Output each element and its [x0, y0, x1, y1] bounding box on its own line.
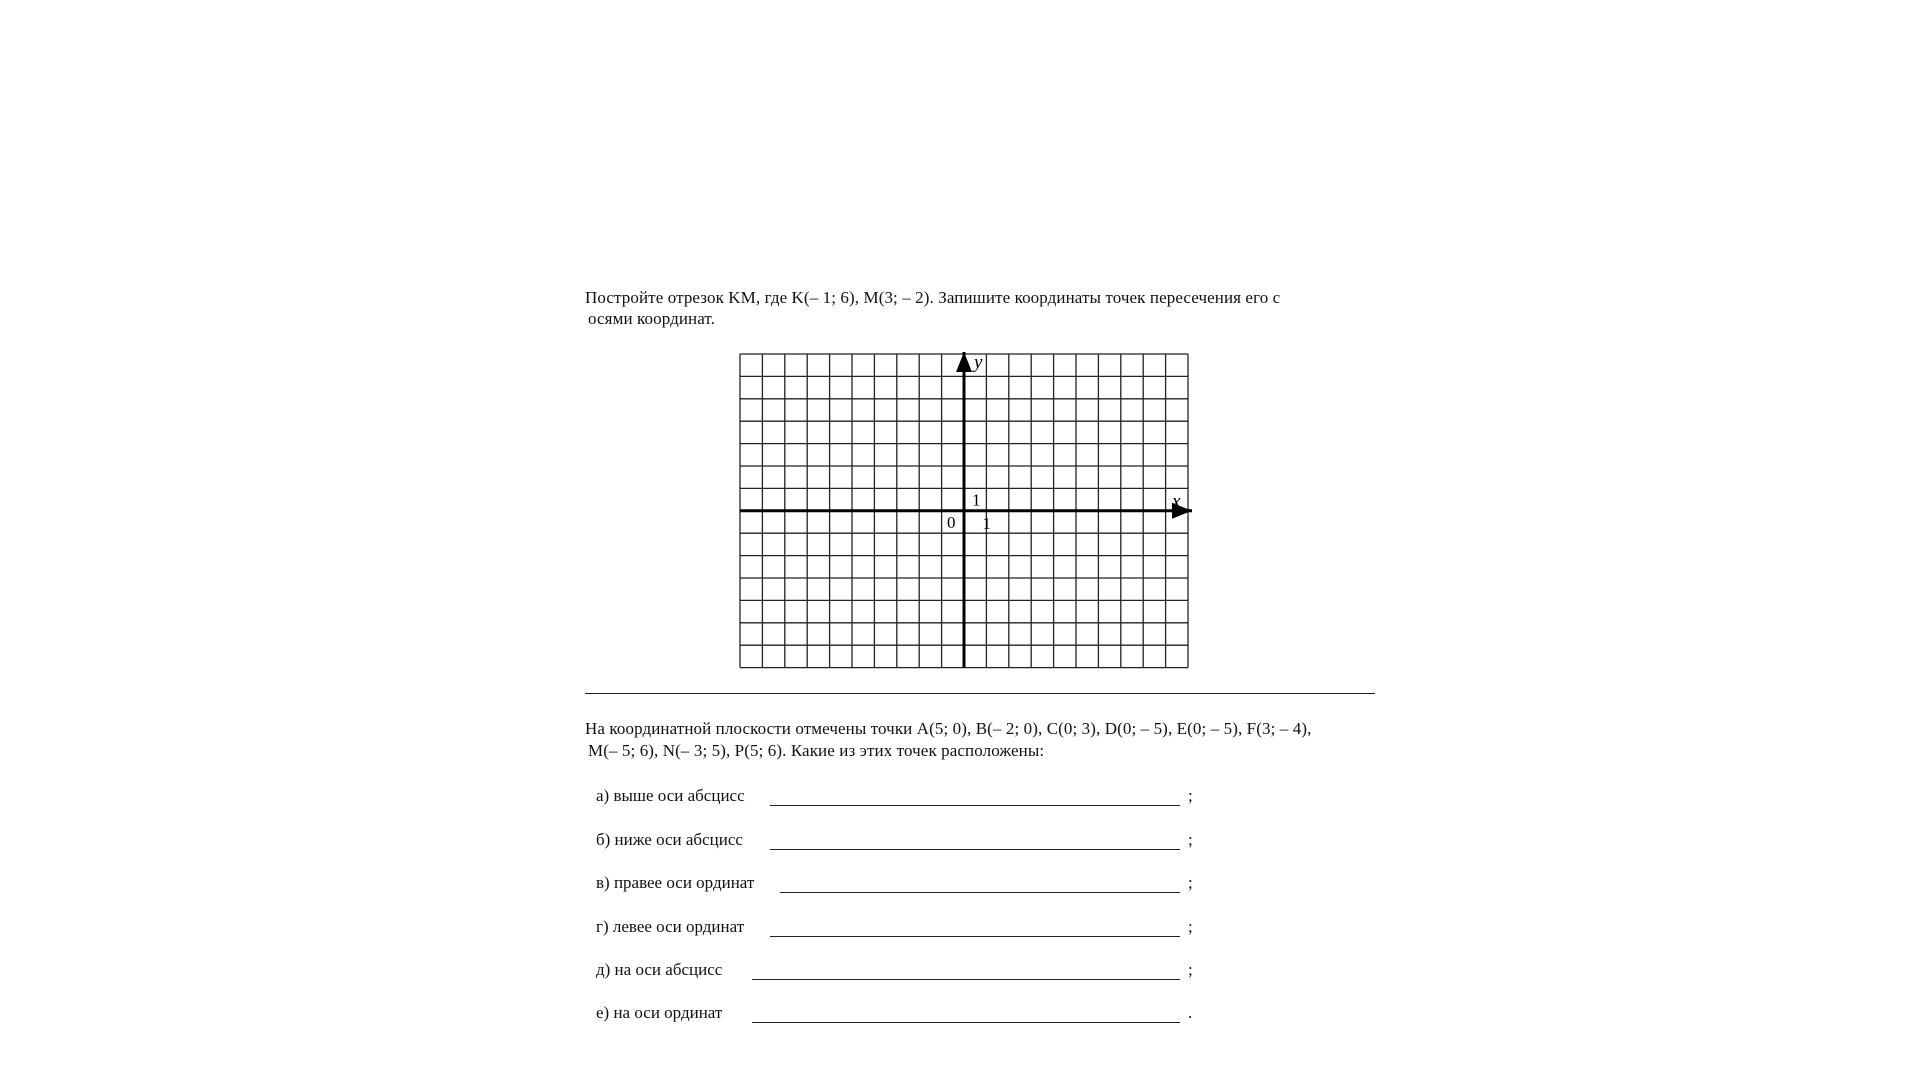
- answer-punctuation: ;: [1188, 873, 1193, 892]
- answer-label: е) на оси ординат: [596, 1003, 723, 1022]
- task2-text-line2: M(– 5; 6), N(– 3; 5), P(5; 6). Какие из этих точек расположены:: [588, 741, 1045, 760]
- answer-punctuation: .: [1188, 1003, 1193, 1022]
- answer-label: а) выше оси абсцисс: [596, 786, 745, 805]
- coordinate-grid: [735, 350, 1195, 670]
- answer-punctuation: ;: [1188, 786, 1193, 805]
- answer-blank[interactable]: [752, 965, 1180, 980]
- answer-label: д) на оси абсцисс: [596, 960, 723, 979]
- answer-blank[interactable]: [770, 791, 1180, 806]
- task1-text-line1: Постройте отрезок KM, где K(– 1; 6), M(3; – 2). Запишите координаты точек пересечения его с: [585, 288, 1281, 307]
- y-axis-label: y: [974, 352, 983, 373]
- answer-punctuation: ;: [1188, 960, 1193, 979]
- coordinate-grid-svg: [735, 350, 1195, 670]
- unit-y-label: 1: [972, 490, 981, 510]
- answer-punctuation: ;: [1188, 917, 1193, 936]
- answer-label: б) ниже оси абсцисс: [596, 830, 743, 849]
- origin-label: 0: [947, 512, 956, 532]
- unit-x-label: 1: [982, 513, 991, 533]
- answer-label: г) левее оси ординат: [596, 917, 745, 936]
- answer-blank[interactable]: [780, 878, 1180, 893]
- task1-text-line2: осями координат.: [588, 309, 716, 328]
- task2-text-line1: На координатной плоскости отмечены точки A(5; 0), B(– 2; 0), C(0; 3), D(0; – 5), E(0; – 5), F(3; – 4),: [585, 719, 1312, 738]
- answer-blank[interactable]: [770, 922, 1180, 937]
- section-divider: [585, 693, 1375, 694]
- y-axis-arrow-icon: [956, 352, 972, 372]
- answer-blank[interactable]: [770, 835, 1180, 850]
- answer-blank[interactable]: [752, 1008, 1180, 1023]
- answer-label: в) правее оси ординат: [596, 873, 755, 892]
- answer-punctuation: ;: [1188, 830, 1193, 849]
- x-axis-label: x: [1172, 490, 1181, 512]
